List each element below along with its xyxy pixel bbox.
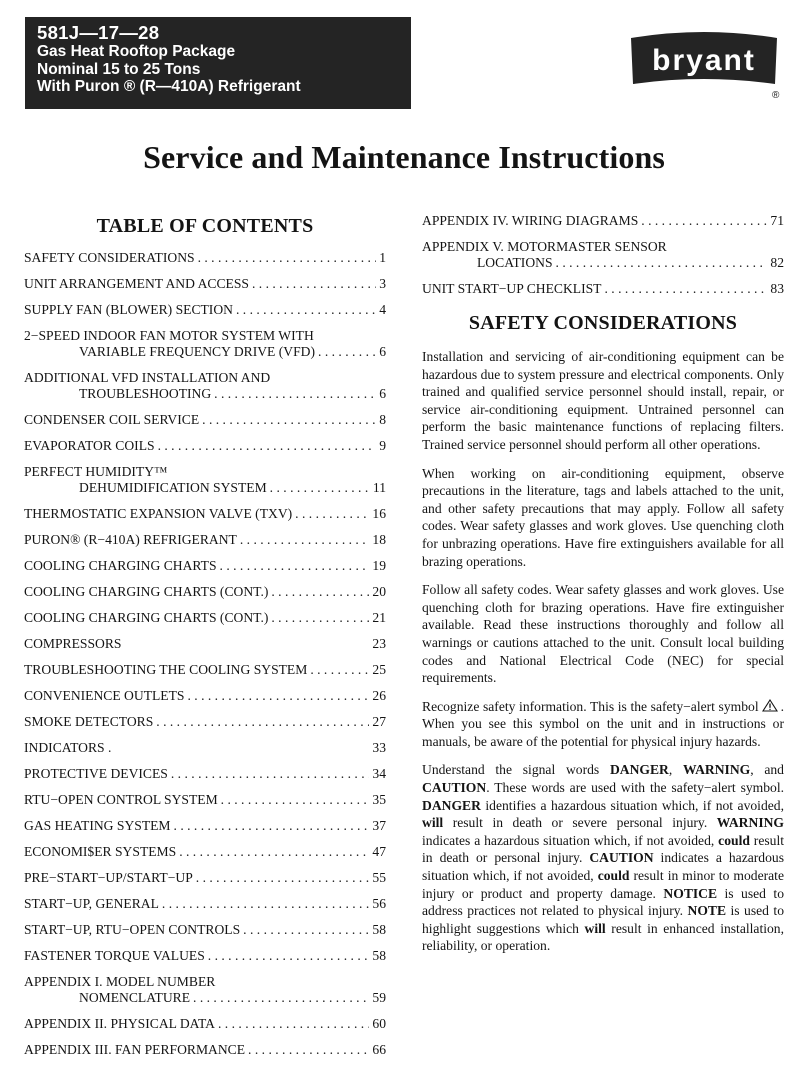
paragraph-text: identifies a hazardous situation which, if not avoided, — [480, 797, 784, 813]
toc-entry[interactable] — [24, 870, 386, 886]
toc-leader-dots — [310, 662, 369, 678]
toc-list-right — [422, 213, 784, 297]
product-line-2: Nominal 15 to 25 Tons — [37, 60, 201, 78]
toc-entry-title: COOLING CHARGING CHARTS (CONT.) — [24, 610, 269, 625]
toc-page-number: 3 — [379, 276, 386, 291]
toc-entry-title: START−UP, RTU−OPEN CONTROLS — [24, 922, 241, 937]
product-header-band — [25, 17, 411, 109]
toc-leader-dots — [174, 818, 370, 834]
toc-entry-title: CONDENSER COIL SERVICE — [24, 412, 200, 427]
toc-entry-title: APPENDIX IV. WIRING DIAGRAMS — [422, 213, 639, 228]
signal-word: will — [584, 920, 606, 936]
toc-entry-title: PURON® (R−410A) REFRIGERANT — [24, 532, 237, 547]
toc-entry[interactable] — [24, 370, 386, 402]
toc-leader-dots — [221, 792, 370, 808]
product-line-1: Gas Heat Rooftop Package — [37, 43, 236, 60]
logo-text: bryant — [652, 44, 756, 77]
bryant-logo — [625, 30, 783, 90]
toc-page-number: 33 — [372, 740, 386, 755]
toc-page-number: 58 — [372, 922, 386, 937]
toc-entry-title: CONVENIENCE OUTLETS — [24, 688, 185, 703]
toc-leader-dots — [218, 1016, 369, 1032]
toc-page-number: 58 — [372, 948, 386, 963]
product-line-3: With Puron ® (R—410A) Refrigerant — [37, 78, 301, 96]
toc-entry[interactable] — [24, 506, 386, 522]
safety-paragraph-2: When working on air-conditioning equipment, observe precautions in the literature, tags and labels attached to the unit, and other safety precautions that may apply. Follow all safety codes. Wear safety glasses and work gloves. Use quenching cloth for unbrazing operations. Have fire extinguishers available for all brazing operations. — [422, 465, 784, 569]
toc-entry-title: NOMENCLATURE — [79, 990, 191, 1005]
toc-page-number: 59 — [372, 990, 386, 1005]
paragraph-text: , — [668, 762, 683, 778]
toc-entry-title: SAFETY CONSIDERATIONS — [24, 250, 195, 265]
bryant-logo-shape — [625, 30, 783, 90]
toc-page-number: 21 — [372, 610, 386, 625]
toc-entry[interactable] — [24, 766, 386, 782]
registered-mark: ® — [772, 90, 780, 101]
toc-entry-title: APPENDIX V. MOTORMASTER SENSOR — [422, 239, 667, 254]
toc-entry[interactable] — [24, 1042, 386, 1058]
alert-text-before: Recognize safety information. This is the safety−alert symbol — [422, 698, 759, 714]
toc-entry[interactable] — [24, 464, 386, 496]
toc-page-number: 23 — [372, 636, 386, 651]
paragraph-text: indicates a hazardous situation which, if not avoided, — [422, 850, 784, 884]
signal-word: will — [422, 815, 444, 831]
toc-entry-title: ECONOMI$ER SYSTEMS — [24, 844, 177, 859]
toc-page-number: 19 — [372, 558, 386, 573]
toc-leader-dots — [171, 766, 370, 782]
toc-leader-dots — [198, 250, 377, 266]
toc-leader-dots — [187, 688, 369, 704]
toc-leader-dots — [270, 480, 370, 496]
toc-page-number: 55 — [372, 870, 386, 885]
signal-word: could — [718, 832, 750, 848]
toc-page-number: 27 — [372, 714, 386, 729]
toc-entry-title: APPENDIX III. FAN PERFORMANCE — [24, 1042, 246, 1057]
toc-entry[interactable] — [24, 714, 386, 730]
toc-entry[interactable] — [24, 662, 386, 678]
signal-word: DANGER — [422, 797, 481, 813]
toc-entry[interactable] — [24, 250, 386, 266]
toc-entry[interactable] — [24, 818, 386, 834]
toc-leader-dots — [271, 584, 369, 600]
toc-entry-title: UNIT ARRANGEMENT AND ACCESS — [24, 276, 249, 291]
paragraph-text: result in minor to moderate injury or product and property damage. — [422, 868, 784, 901]
toc-page-number: 6 — [379, 344, 386, 359]
toc-leader-dots — [214, 386, 376, 402]
toc-leader-dots — [208, 948, 370, 964]
toc-leader-dots — [295, 506, 369, 522]
signal-word: could — [597, 868, 630, 884]
toc-entry-title: FASTENER TORQUE VALUES — [24, 948, 205, 963]
toc-page-number: 11 — [372, 480, 386, 495]
toc-leader-dots — [252, 276, 376, 292]
toc-entry[interactable] — [24, 1016, 386, 1032]
toc-entry-title: UNIT START−UP CHECKLIST — [422, 281, 602, 296]
paragraph-text: . These words are used with the safety−alert symbol. — [486, 780, 784, 796]
safety-paragraph-4 — [422, 698, 784, 751]
toc-leader-dots — [202, 412, 376, 428]
signal-word: WARNING — [683, 762, 751, 778]
safety-paragraph-3: Follow all safety codes. Wear safety glasses and work gloves. Use quenching cloth for brazing operations. Have fire extinguisher available. Read these instructions thoroughly and follow all warnings or cautions attached to the unit. Consult local building codes and National Electrical Code (NEC) for special requirements. — [422, 582, 784, 686]
toc-entry-title: 2−SPEED INDOOR FAN MOTOR SYSTEM WITH — [24, 328, 314, 343]
toc-entry-title: PRE−START−UP/START−UP — [24, 870, 193, 885]
toc-entry[interactable] — [24, 438, 386, 454]
toc-page-number: 18 — [372, 532, 386, 547]
signal-word: NOTICE — [663, 885, 718, 901]
toc-page-number: 16 — [372, 506, 386, 521]
paragraph-text: result in enhanced installation, reliability, or operation. — [422, 920, 784, 954]
toc-entry[interactable] — [24, 688, 386, 704]
toc-page-number: 47 — [372, 844, 386, 859]
toc-entry-title: APPENDIX I. MODEL NUMBER — [24, 974, 216, 989]
toc-leader-dots — [243, 922, 369, 938]
toc-page-number: 35 — [372, 792, 386, 807]
toc-leader-dots — [236, 302, 376, 318]
toc-page-number: 1 — [379, 250, 386, 265]
paragraph-text: result in death or personal injury. — [422, 832, 785, 866]
safety-heading: SAFETY CONSIDERATIONS — [468, 312, 738, 334]
toc-page-number: 34 — [372, 766, 386, 781]
toc-leader-dots — [179, 844, 369, 860]
toc-leader-dots — [318, 344, 376, 360]
toc-page-number: 8 — [379, 412, 386, 427]
toc-leader-dots — [193, 990, 369, 1006]
toc-entry[interactable] — [24, 558, 386, 574]
paragraph-text: result in death or severe personal injury. — [443, 815, 717, 831]
toc-entry-title: ADDITIONAL VFD INSTALLATION AND — [24, 370, 271, 385]
toc-page-number: 6 — [379, 386, 386, 401]
toc-leader-dots — [158, 438, 377, 454]
toc-entry[interactable] — [24, 584, 386, 600]
safety-alert-icon — [762, 699, 778, 712]
toc-entry-title: DEHUMIDIFICATION SYSTEM — [79, 480, 267, 495]
toc-entry[interactable] — [24, 302, 386, 318]
toc-entry-title: LOCATIONS — [477, 255, 553, 270]
toc-leader-dots — [248, 1042, 369, 1058]
toc-page-number: 82 — [770, 255, 784, 270]
toc-entry-title: APPENDIX II. PHYSICAL DATA — [24, 1016, 215, 1031]
toc-entry[interactable] — [24, 792, 386, 808]
paragraph-text: is used to highlight suggestions which — [422, 903, 784, 936]
toc-leader-dots — [641, 213, 767, 229]
toc-entry-title: TROUBLESHOOTING THE COOLING SYSTEM — [24, 662, 308, 677]
alert-text-after: . When you see this symbol on the unit and in instructions or manuals, be aware of the potential for physical injury hazards. — [422, 698, 784, 749]
safety-paragraph-1: Installation and servicing of air-conditioning equipment can be hazardous due to system pressure and electrical components. Only trained and qualified service personnel should install, repair, or service air-conditioning equipment. Untrained personnel can perform the basic maintenance functions of replacing filters. Trained service personnel should perform all other operations. — [422, 349, 784, 452]
toc-leader-dots — [196, 870, 370, 886]
toc-entry-title: PERFECT HUMIDITY™ — [24, 464, 168, 479]
left-column — [24, 213, 386, 1068]
toc-entry[interactable] — [24, 328, 386, 360]
toc-entry-title: SMOKE DETECTORS — [24, 714, 154, 729]
toc-page-number: 9 — [379, 438, 386, 453]
toc-page-number: 66 — [372, 1042, 386, 1057]
toc-page-number: 25 — [372, 662, 386, 677]
toc-leader-dots — [156, 714, 369, 730]
toc-entry-title: START−UP, GENERAL — [24, 896, 159, 911]
toc-entry-title: COOLING CHARGING CHARTS — [24, 558, 217, 573]
toc-entry-title: RTU−OPEN CONTROL SYSTEM — [24, 792, 218, 807]
toc-entry[interactable] — [422, 239, 784, 271]
toc-entry[interactable] — [24, 740, 386, 756]
toc-leader-dots — [220, 558, 370, 574]
toc-entry-title: COMPRESSORS — [24, 636, 122, 651]
paragraph-text: , and — [750, 762, 784, 778]
toc-leader-dots — [271, 610, 369, 626]
right-column — [422, 213, 784, 966]
toc-entry-title: INDICATORS . — [24, 740, 112, 755]
toc-entry[interactable] — [24, 896, 386, 912]
paragraph-text: Understand the signal words — [422, 762, 610, 778]
toc-entry[interactable] — [422, 213, 784, 229]
toc-entry[interactable] — [24, 412, 386, 428]
signal-word: WARNING — [716, 815, 784, 831]
paragraph-text: is used to address practices not related to physical injury. — [422, 885, 784, 919]
toc-page-number: 60 — [372, 1016, 386, 1031]
toc-page-number: 20 — [372, 584, 386, 599]
toc-entry-title: SUPPLY FAN (BLOWER) SECTION — [24, 302, 233, 317]
toc-page-number: 71 — [770, 213, 784, 228]
toc-entry[interactable] — [24, 844, 386, 860]
signal-word: CAUTION — [422, 780, 487, 796]
toc-entry-title: VARIABLE FREQUENCY DRIVE (VFD) — [79, 344, 316, 359]
toc-entry[interactable] — [24, 532, 386, 548]
toc-page-number: 4 — [379, 302, 386, 317]
toc-leader-dots — [240, 532, 370, 548]
toc-entry-title: PROTECTIVE DEVICES — [24, 766, 168, 781]
model-number: 581J—17—28 — [37, 22, 160, 43]
safety-paragraph-5 — [422, 761, 784, 955]
toc-heading: TABLE OF CONTENTS — [96, 215, 314, 237]
toc-entry-title: COOLING CHARGING CHARTS (CONT.) — [24, 584, 269, 599]
toc-entry[interactable] — [24, 610, 386, 626]
toc-page-number: 83 — [770, 281, 784, 296]
toc-page-number: 37 — [372, 818, 386, 833]
toc-entry-title: TROUBLESHOOTING — [79, 386, 212, 401]
toc-leader-dots — [556, 255, 768, 271]
toc-entry[interactable] — [24, 974, 386, 1006]
document-title: Service and Maintenance Instructions — [143, 139, 665, 175]
toc-entry[interactable] — [422, 281, 784, 297]
toc-leader-dots — [604, 281, 767, 297]
toc-page-number: 56 — [372, 896, 386, 911]
toc-list-left — [24, 250, 386, 1058]
toc-entry[interactable] — [24, 636, 386, 652]
signal-word: DANGER — [609, 762, 669, 778]
toc-entry-title: EVAPORATOR COILS — [24, 438, 155, 453]
toc-leader-dots — [162, 896, 369, 912]
toc-entry[interactable] — [24, 922, 386, 938]
toc-entry-title: GAS HEATING SYSTEM — [24, 818, 171, 833]
toc-page-number: 26 — [372, 688, 386, 703]
toc-entry[interactable] — [24, 276, 386, 292]
signal-word: NOTE — [687, 903, 727, 919]
signal-word: CAUTION — [589, 850, 654, 866]
paragraph-text: indicates a hazardous situation which, if not avoided, — [422, 832, 719, 848]
toc-entry[interactable] — [24, 948, 386, 964]
toc-entry-title: THERMOSTATIC EXPANSION VALVE (TXV) — [24, 506, 293, 521]
